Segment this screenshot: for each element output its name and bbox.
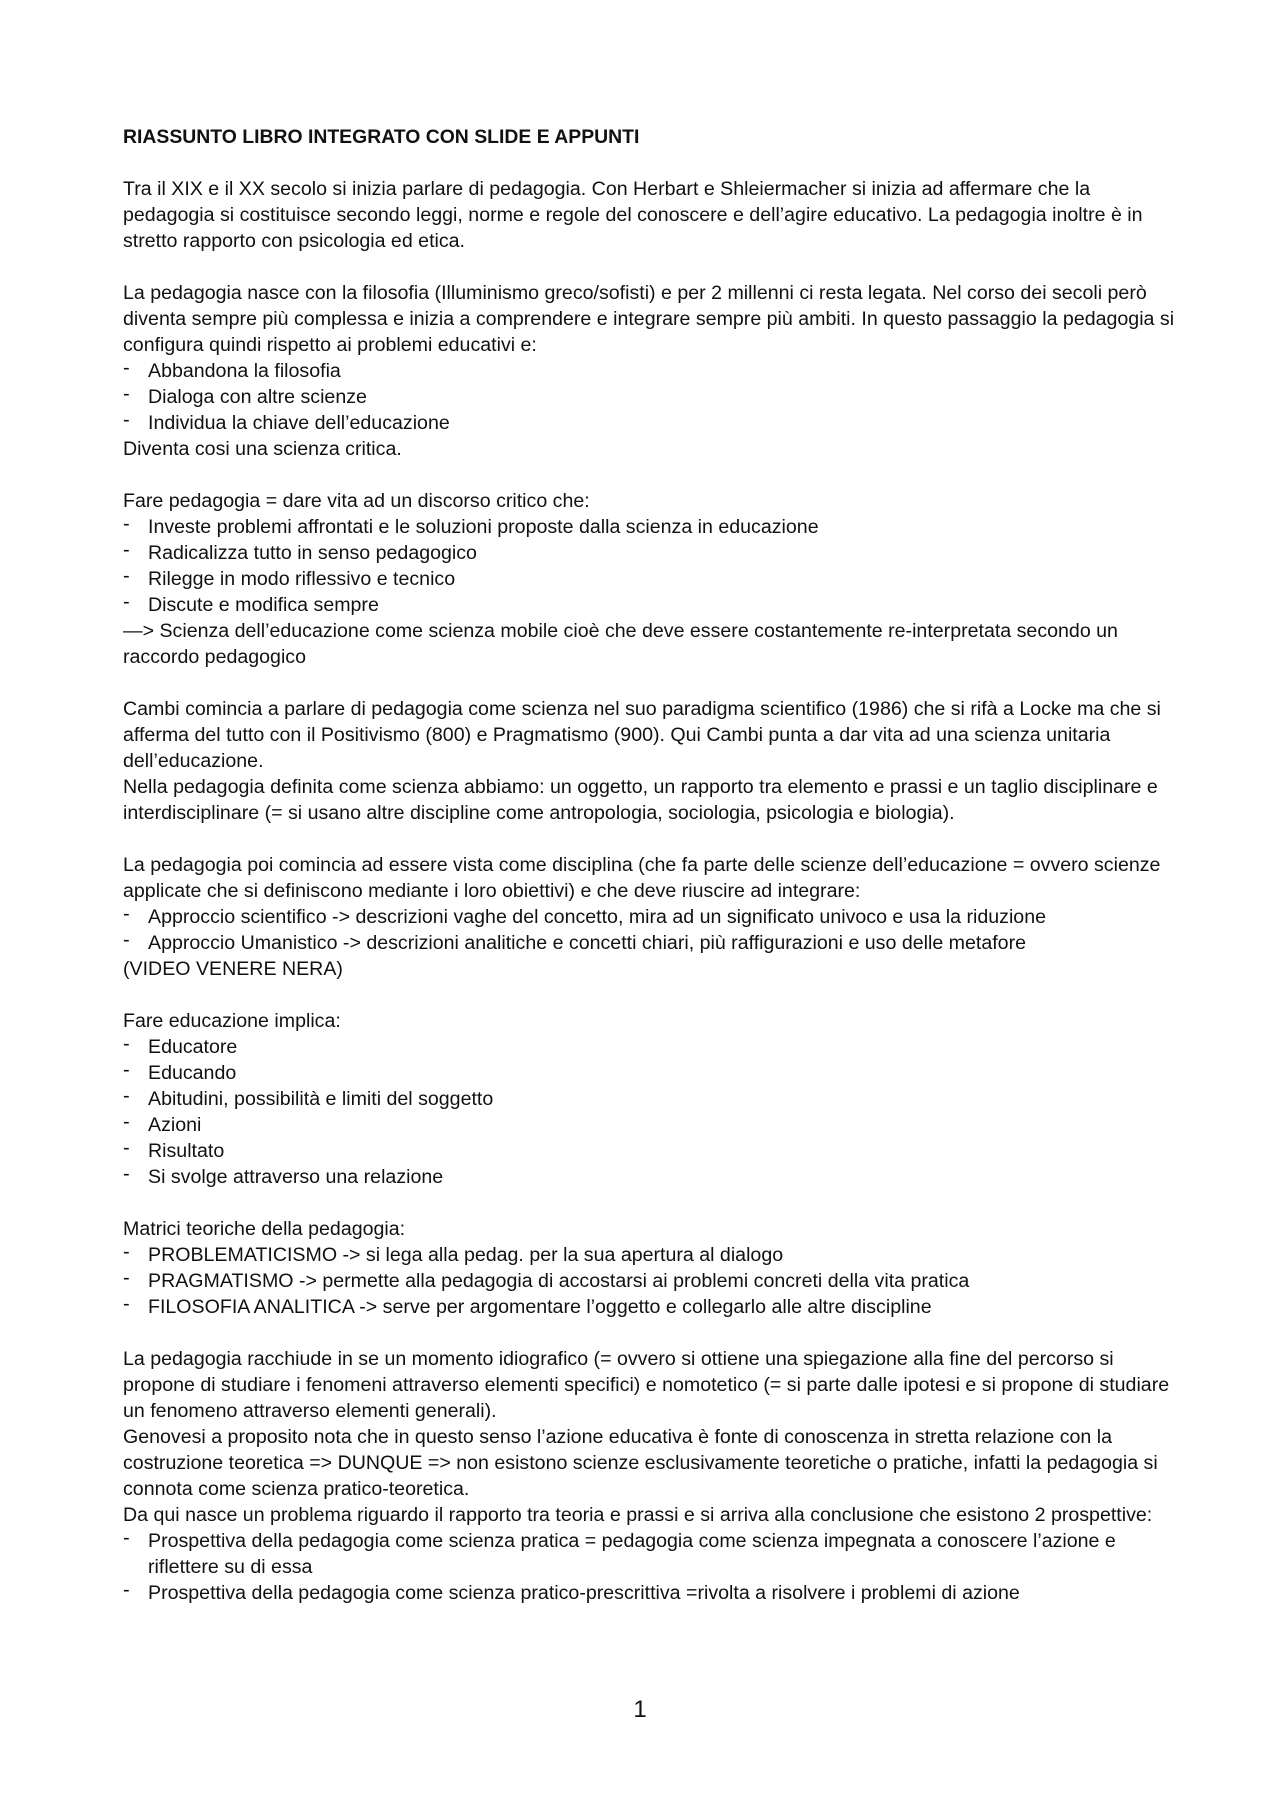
list-item: - Approccio Umanistico -> descrizioni analitiche e concetti chiari, più raffigurazioni e uso delle metafore [123, 930, 1183, 956]
bullet-list [123, 358, 1183, 436]
list-item: - Abitudini, possibilità e limiti del soggetto [123, 1086, 1183, 1112]
list-item: - Risultato [123, 1138, 1183, 1164]
list-item: - Abbandona la filosofia [123, 358, 1183, 384]
list-item: - Prospettiva della pedagogia come scienza pratica = pedagogia come scienza impegnata a conoscere l’azione e riflettere su di essa [123, 1528, 1183, 1580]
section-fare-educazione [123, 1008, 1183, 1190]
paragraph: La pedagogia poi comincia ad essere vista come disciplina (che fa parte delle scienze dell’educazione = ovvero scienze applicate che si definiscono mediante i loro obiettivi) e che deve riuscire ad integrare: [123, 854, 1161, 902]
paragraph: Tra il XIX e il XX secolo si inizia parlare di pedagogia. Con Herbart e Shleiermacher si inizia ad affermare che la pedagogia si costituisce secondo leggi, norme e regole del conoscere e dell’agire educativo. La pedagogia inoltre è in stretto rapporto con psicologia ed etica. [123, 178, 1143, 252]
paragraph: Matrici teoriche della pedagogia: [123, 1218, 406, 1240]
list-item: - PRAGMATISMO -> permette alla pedagogia di accostarsi ai problemi concreti della vita pratica [123, 1268, 1183, 1294]
bullet-list [123, 1242, 1183, 1320]
list-item: - Si svolge attraverso una relazione [123, 1164, 1183, 1190]
list-item: - Approccio scientifico -> descrizioni vaghe del concetto, mira ad un significato univoco e usa la riduzione [123, 904, 1183, 930]
list-item: - Prospettiva della pedagogia come scienza pratico-prescrittiva =rivolta a risolvere i problemi di azione [123, 1580, 1183, 1606]
list-item: - Dialoga con altre scienze [123, 384, 1183, 410]
list-item: - Discute e modifica sempre [123, 592, 1183, 618]
paragraph: La pedagogia nasce con la filosofia (Illuminismo greco/sofisti) e per 2 millenni ci resta legata. Nel corso dei secoli però diventa sempre più complessa e inizia a comprendere e integrare sempre più ambiti. In questo passaggio la pedagogia si configura quindi rispetto ai problemi educativi e: [123, 282, 1175, 356]
list-item: - Investe problemi affrontati e le soluzioni proposte dalla scienza in educazione [123, 514, 1183, 540]
section-matrici [123, 1216, 1183, 1320]
list-item: - PROBLEMATICISMO -> si lega alla pedag. per la sua apertura al dialogo [123, 1242, 1183, 1268]
list-item: - Rilegge in modo riflessivo e tecnico [123, 566, 1183, 592]
bullet-list [123, 1528, 1183, 1606]
document-title: RIASSUNTO LIBRO INTEGRATO CON SLIDE E APPUNTI [123, 126, 640, 148]
paragraph: Nella pedagogia definita come scienza abbiamo: un oggetto, un rapporto tra elemento e prassi e un taglio disciplinare e interdisciplinare (= si usano altre discipline come antropologia, sociologia, psicologia e biologia). [123, 776, 1158, 824]
section-intro [123, 176, 1183, 254]
paragraph: (VIDEO VENERE NERA) [123, 958, 343, 980]
paragraph: —> Scienza dell’educazione come scienza mobile cioè che deve essere costantemente re-interpretata secondo un raccordo pedagogico [123, 620, 1118, 668]
paragraph: Fare pedagogia = dare vita ad un discorso critico che: [123, 490, 590, 512]
paragraph: Fare educazione implica: [123, 1010, 341, 1032]
list-item: - Educatore [123, 1034, 1183, 1060]
list-item: - Educando [123, 1060, 1183, 1086]
list-item: - Azioni [123, 1112, 1183, 1138]
section-fare-pedagogia [123, 488, 1183, 670]
list-item: - Radicalizza tutto in senso pedagogico [123, 540, 1183, 566]
document-body [123, 124, 1183, 1632]
list-item: - FILOSOFIA ANALITICA -> serve per argomentare l’oggetto e collegarlo alle altre discipline [123, 1294, 1183, 1320]
list-item: - Individua la chiave dell’educazione [123, 410, 1183, 436]
section-disciplina [123, 852, 1183, 982]
paragraph: Cambi comincia a parlare di pedagogia come scienza nel suo paradigma scientifico (1986) che si rifà a Locke ma che si afferma del tutto con il Positivismo (800) e Pragmatismo (900). Qui Cambi punta a dar vita ad una scienza unitaria dell’educazione. [123, 698, 1161, 772]
section-cambi [123, 696, 1183, 826]
paragraph: La pedagogia racchiude in se un momento idiografico (= ovvero si ottiene una spiegazione alla fine del percorso si propone di studiare i fenomeni attraverso elementi specifici) e nomotetico (= si parte dalle ipotesi e si propone di studiare un fenomeno attraverso elementi generali). [123, 1348, 1170, 1422]
bullet-list [123, 904, 1183, 956]
paragraph: Diventa cosi una scienza critica. [123, 438, 402, 460]
bullet-list [123, 1034, 1183, 1190]
section-origins [123, 280, 1183, 462]
bullet-list [123, 514, 1183, 618]
page-number: 1 [633, 1696, 647, 1723]
section-idiografico [123, 1346, 1183, 1606]
paragraph: Da qui nasce un problema riguardo il rapporto tra teoria e prassi e si arriva alla conclusione che esistono 2 prospettive: [123, 1504, 1153, 1526]
paragraph: Genovesi a proposito nota che in questo senso l’azione educativa è fonte di conoscenza in stretta relazione con la costruzione teoretica => DUNQUE => non esistono scienze esclusivamente teoretiche o pratiche, infatti la pedagogia si connota come scienza pratico-teoretica. [123, 1426, 1158, 1500]
